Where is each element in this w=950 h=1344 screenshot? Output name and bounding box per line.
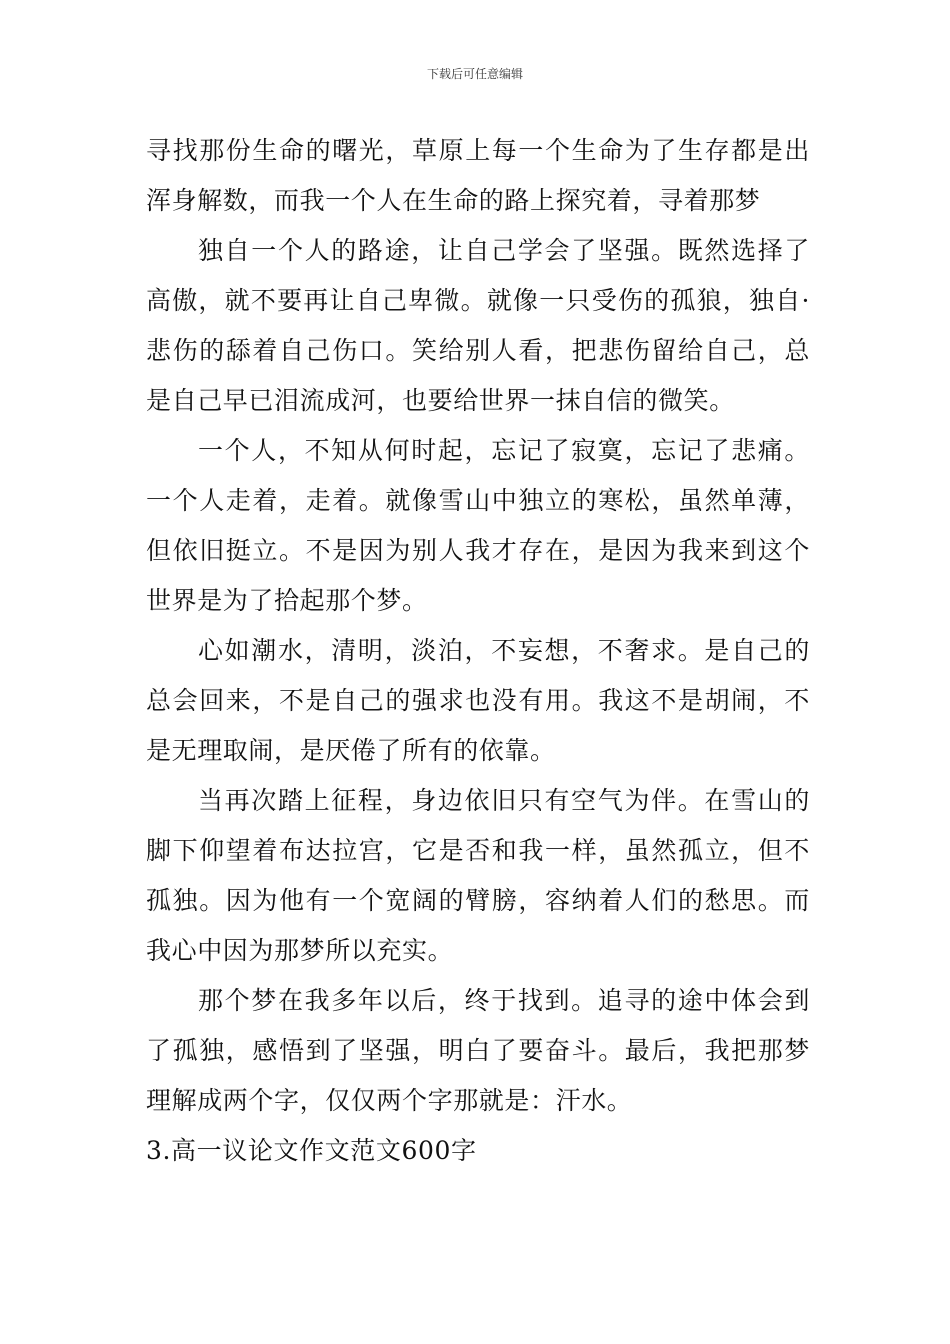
section-heading: 3.高一议论文作文范文600字 [146, 1136, 477, 1165]
paragraph-5: 当再次踏上征程，身边依旧只有空气为伴。在雪山的脚下仰望着布达拉宫，它是否和我一样，虽然孤立，但不孤独。因为他有一个宽阔的臂膀，容纳着人们的愁思。而我心中因为那梦所以充实。 [146, 786, 810, 965]
paragraph-3: 一个人，不知从何时起，忘记了寂寞，忘记了悲痛。一个人走着，走着。就像雪山中独立的寒松，虽然单薄，但依旧挺立。不是因为别人我才存在，是因为我来到这个世界是为了拾起那个梦。 [146, 436, 810, 615]
paragraph-6: 那个梦在我多年以后，终于找到。追寻的途中体会到了孤独，感悟到了坚强，明白了要奋斗。最后，我把那梦理解成两个字，仅仅两个字那就是：汗水。 [146, 986, 810, 1115]
paragraph-4: 心如潮水，清明，淡泊，不妄想，不奢求。是自己的总会回来，不是自己的强求也没有用。我这不是胡闹，不是无理取闹，是厌倦了所有的依靠。 [146, 636, 810, 765]
page-header-note: 下载后可任意编辑 [426, 67, 523, 81]
document-body [146, 126, 810, 1176]
paragraph-2: 独自一个人的路途，让自己学会了坚强。既然选择了高傲，就不要再让自己卑微。就像一只受伤的孤狼，独自·悲伤的舔着自己伤口。笑给别人看，把悲伤留给自己，总是自己早已泪流成河，也要给世界一抹自信的微笑。 [146, 236, 810, 415]
paragraph-1: 寻找那份生命的曙光，草原上每一个生命为了生存都是出浑身解数，而我一个人在生命的路上探究着，寻着那梦 [146, 136, 810, 215]
